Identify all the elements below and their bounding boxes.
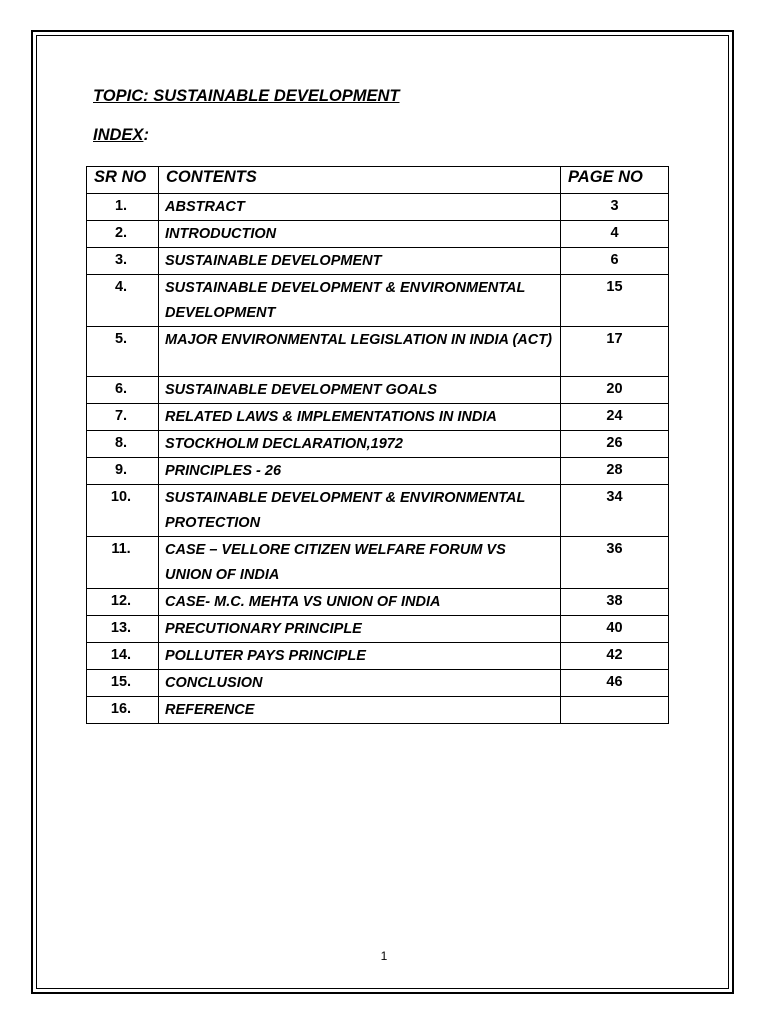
table-row: [87, 670, 669, 697]
sr-cell: 5.: [87, 327, 159, 377]
sr-cell: 1.: [87, 194, 159, 221]
contents-cell: INTRODUCTION: [159, 221, 561, 248]
contents-cell: CASE – VELLORE CITIZEN WELFARE FORUM VS UNION OF INDIA: [159, 537, 561, 589]
table-header-row: [87, 167, 669, 194]
contents-cell: STOCKHOLM DECLARATION,1972: [159, 431, 561, 458]
index-table: [86, 166, 669, 724]
table-row: [87, 485, 669, 537]
contents-cell: RELATED LAWS & IMPLEMENTATIONS IN INDIA: [159, 404, 561, 431]
page-cell: 4: [561, 221, 669, 248]
table-row: [87, 537, 669, 589]
table-row: [87, 643, 669, 670]
sr-cell: 3.: [87, 248, 159, 275]
sr-cell: 14.: [87, 643, 159, 670]
header-sr-no: SR NO: [87, 167, 159, 194]
page-cell: 46: [561, 670, 669, 697]
sr-cell: 15.: [87, 670, 159, 697]
table-row: [87, 589, 669, 616]
page-cell: 6: [561, 248, 669, 275]
table-row: [87, 616, 669, 643]
contents-cell: REFERENCE: [159, 697, 561, 724]
page-cell: 36: [561, 537, 669, 589]
sr-cell: 11.: [87, 537, 159, 589]
index-label: INDEX: [93, 126, 144, 144]
table-row: [87, 221, 669, 248]
sr-cell: 12.: [87, 589, 159, 616]
index-colon: :: [143, 126, 149, 144]
page-cell: 42: [561, 643, 669, 670]
page-cell: 3: [561, 194, 669, 221]
contents-cell: ABSTRACT: [159, 194, 561, 221]
contents-cell: SUSTAINABLE DEVELOPMENT & ENVIRONMENTAL PROTECTION: [159, 485, 561, 537]
page-cell: 20: [561, 377, 669, 404]
page-number: 1: [380, 949, 388, 963]
contents-cell: POLLUTER PAYS PRINCIPLE: [159, 643, 561, 670]
contents-cell: PRECUTIONARY PRINCIPLE: [159, 616, 561, 643]
page-cell: 24: [561, 404, 669, 431]
header-page-no: PAGE NO: [561, 167, 669, 194]
table-row: [87, 697, 669, 724]
sr-cell: 6.: [87, 377, 159, 404]
sr-cell: 9.: [87, 458, 159, 485]
table-row: [87, 275, 669, 327]
page-cell: 15: [561, 275, 669, 327]
contents-cell: PRINCIPLES - 26: [159, 458, 561, 485]
page-cell: 26: [561, 431, 669, 458]
document-topic: TOPIC: SUSTAINABLE DEVELOPMENT: [93, 87, 400, 105]
table-row: [87, 248, 669, 275]
contents-cell: SUSTAINABLE DEVELOPMENT: [159, 248, 561, 275]
page-cell: 17: [561, 327, 669, 377]
header-contents: CONTENTS: [159, 167, 561, 194]
table-row: [87, 377, 669, 404]
page-cell: 28: [561, 458, 669, 485]
page-cell: 38: [561, 589, 669, 616]
index-heading: [93, 126, 149, 145]
contents-cell: MAJOR ENVIRONMENTAL LEGISLATION IN INDIA (ACT): [159, 327, 561, 377]
page-cell: 40: [561, 616, 669, 643]
contents-cell: CONCLUSION: [159, 670, 561, 697]
sr-cell: 16.: [87, 697, 159, 724]
page-cell: 34: [561, 485, 669, 537]
sr-cell: 10.: [87, 485, 159, 537]
table-row: [87, 327, 669, 377]
sr-cell: 13.: [87, 616, 159, 643]
sr-cell: 8.: [87, 431, 159, 458]
contents-cell: SUSTAINABLE DEVELOPMENT & ENVIRONMENTAL DEVELOPMENT: [159, 275, 561, 327]
table-row: [87, 404, 669, 431]
table-row: [87, 458, 669, 485]
sr-cell: 4.: [87, 275, 159, 327]
table-row: [87, 194, 669, 221]
page-cell: [561, 697, 669, 724]
contents-cell: SUSTAINABLE DEVELOPMENT GOALS: [159, 377, 561, 404]
table-row: [87, 431, 669, 458]
sr-cell: 2.: [87, 221, 159, 248]
contents-cell: CASE- M.C. MEHTA VS UNION OF INDIA: [159, 589, 561, 616]
sr-cell: 7.: [87, 404, 159, 431]
